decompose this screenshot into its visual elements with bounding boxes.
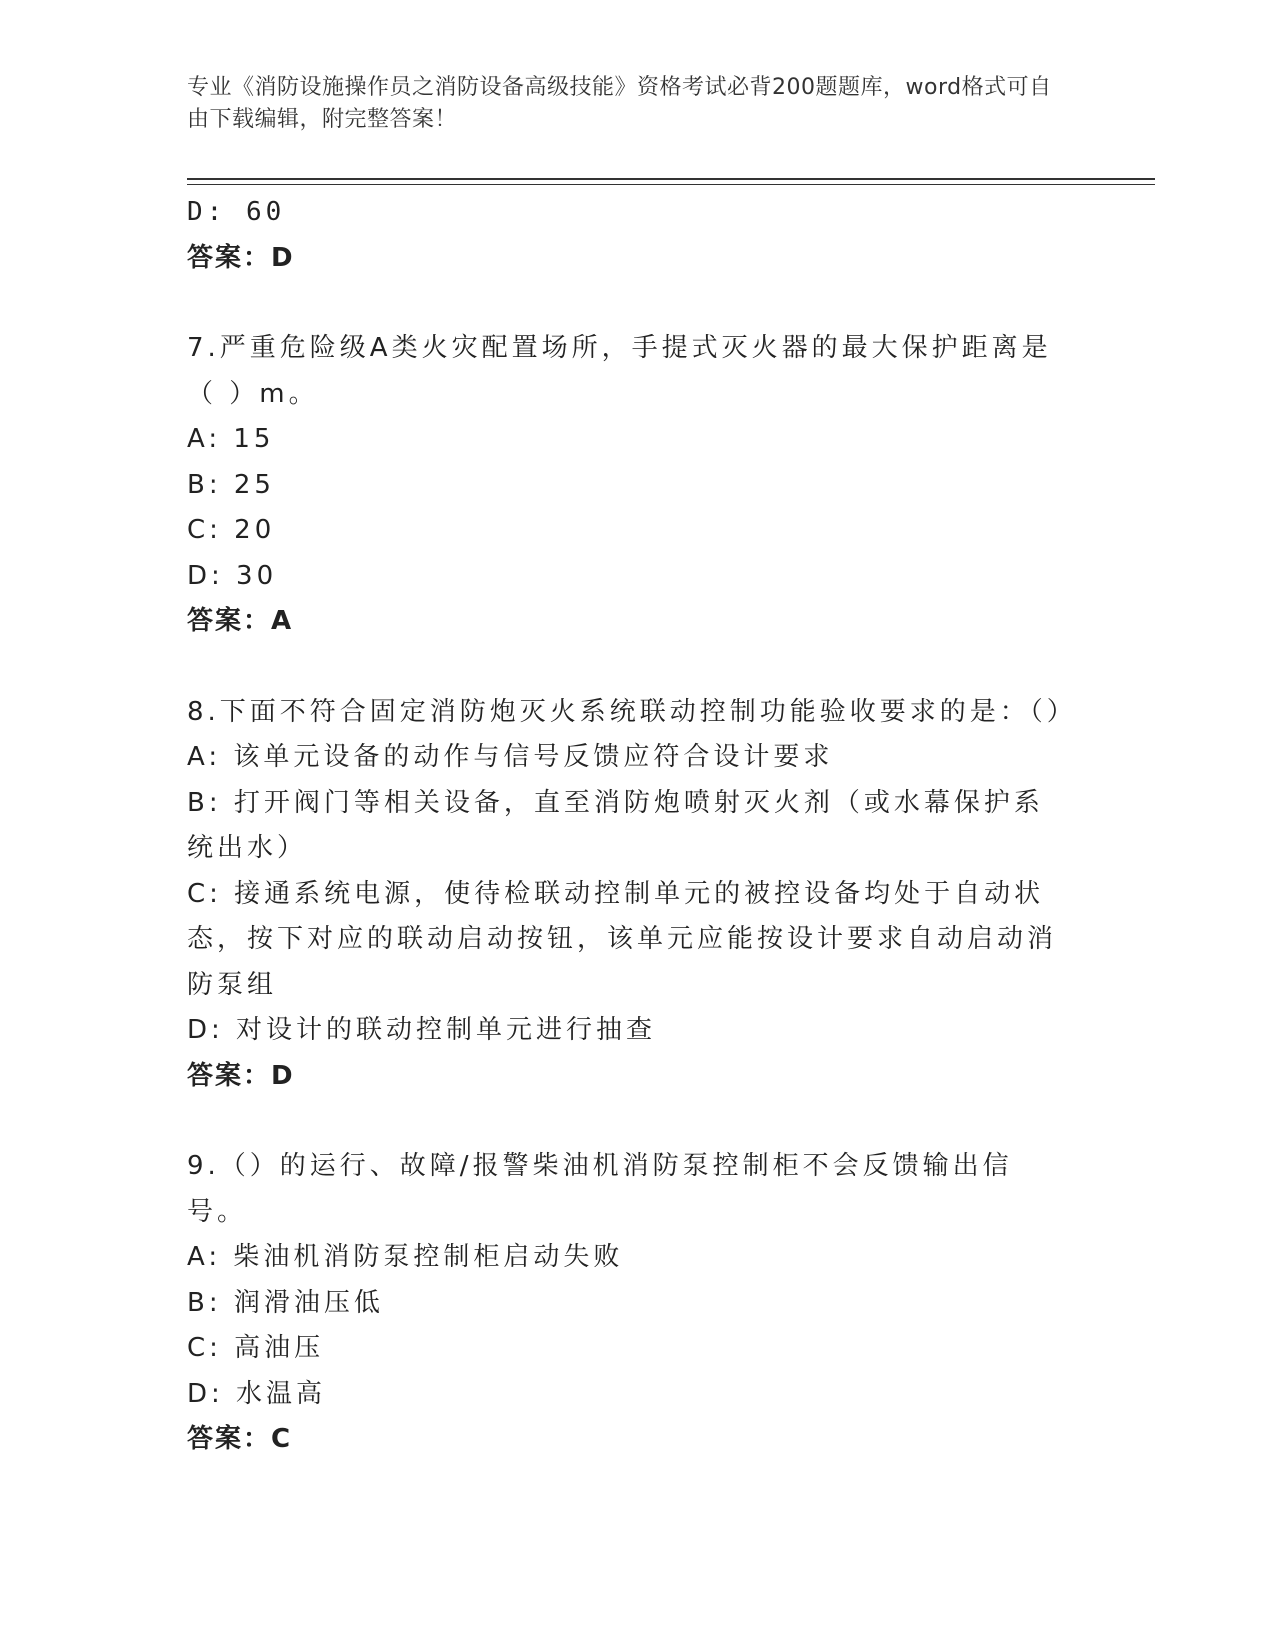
question-9	[187, 1144, 1067, 1463]
answer-line: 答案：C	[187, 1424, 293, 1454]
option-b: B: 润滑油压低	[187, 1287, 384, 1318]
option-c: C: 接通系统电源，使待检联动控制单元的被控设备均处于自动状态，按下对应的联动启动按钮，该单元应能按设计要求自动启动消防泵组	[187, 878, 1058, 1000]
question-stem: 9.（）的运行、故障/报警柴油机消防泵控制柜不会反馈输出信号。	[187, 1151, 1013, 1227]
option-a: A: 该单元设备的动作与信号反馈应符合设计要求	[187, 742, 834, 772]
answer-line: 答案：D	[187, 1060, 295, 1091]
question-7	[187, 326, 1067, 645]
question-content	[187, 190, 1077, 1463]
question-stem: 8.下面不符合固定消防炮灭火系统联动控制功能验收要求的是：（）	[187, 696, 1077, 727]
page-header: 专业《消防设施操作员之消防设备高级技能》资格考试必背200题题库，word格式可自由下载编辑，附完整答案！	[187, 75, 1052, 132]
spacer	[187, 645, 1067, 690]
spacer	[187, 1099, 1067, 1144]
option-c: C: 高油压	[187, 1333, 325, 1363]
option-b: B: 打开阀门等相关设备，直至消防炮喷射灭火剂（或水幕保护系统出水）	[187, 787, 1044, 863]
option-d: D: 60	[187, 197, 286, 227]
question-stem: 7.严重危险级A类火灾配置场所，手提式灭火器的最大保护距离是（ ）m。	[187, 333, 1052, 409]
option-d: D: 对设计的联动控制单元进行抽查	[187, 1015, 657, 1045]
option-b: B: 25	[187, 469, 275, 500]
option-a: A: 15	[187, 424, 275, 454]
question-8	[187, 690, 1077, 1100]
header-divider-thin	[187, 184, 1155, 185]
option-c: C: 20	[187, 515, 276, 545]
answer-line: 答案：D	[187, 242, 295, 273]
option-d: D: 30	[187, 560, 278, 591]
header-divider-thick	[187, 178, 1155, 180]
option-a: A: 柴油机消防泵控制柜启动失败	[187, 1242, 624, 1272]
option-d: D: 水温高	[187, 1378, 327, 1409]
spacer	[187, 281, 1067, 326]
answer-line: 答案：A	[187, 606, 294, 636]
